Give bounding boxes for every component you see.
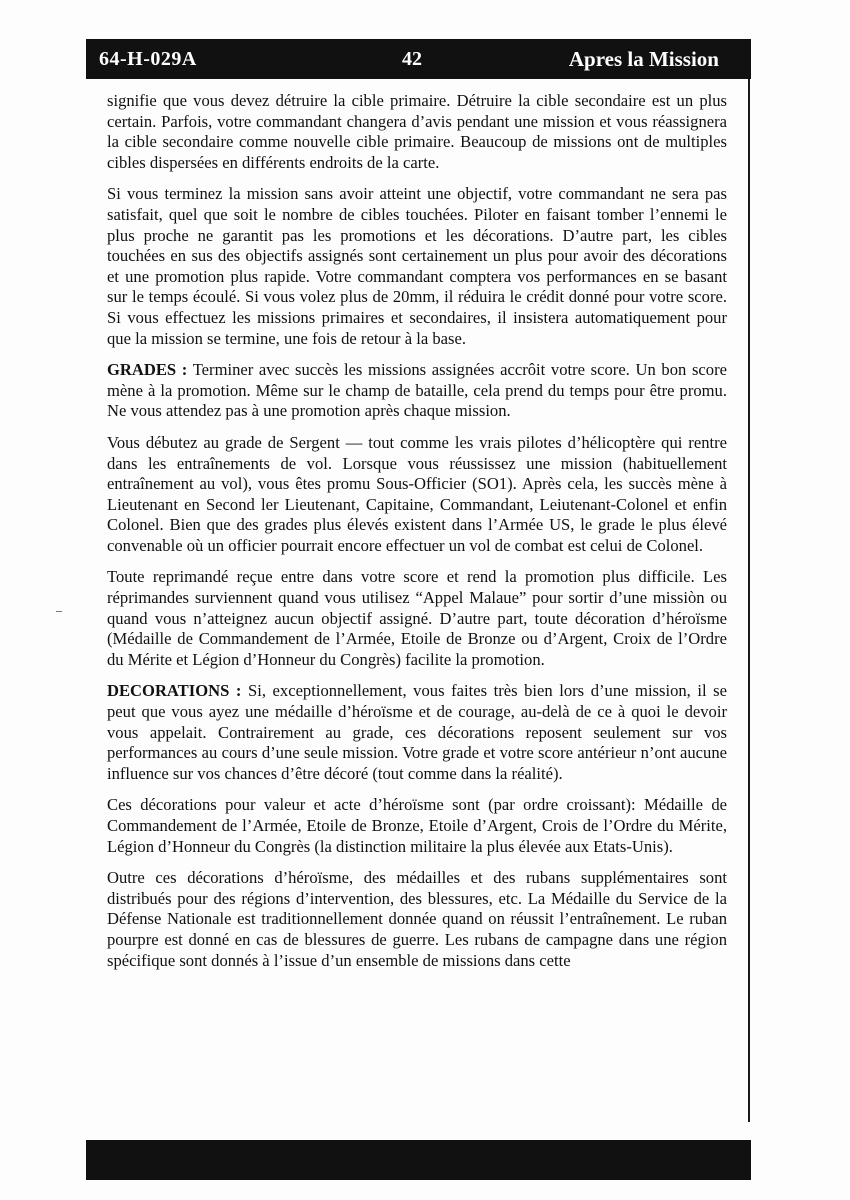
section-title: Apres la Mission	[568, 47, 719, 71]
body-text	[107, 91, 727, 982]
paragraph-text: Si, exceptionnellement, vous faites très bien lors d’une mission, il se peut que vous ayez une médaille d’héroïsme et de courage, au-delà de ce à quoi le devoir vous appelait. Contrairement au grade, ces décorations reposent seulement sur vos performances au cours d’une seule mission. Votre grade et votre score antérieur n’ont aucune influence sur vos chances d’être décoré (tout comme dans la réalité).	[107, 681, 728, 783]
paragraph-text: Toute reprimandé reçue entre dans votre score et rend la promotion plus difficile. Les réprimandes surviennent quand vous utilisez “Appel Malaue” pour sortir d’une missiòn ou quand vous n’atteignez aucun objectif assigné. D’autre part, toute décoration d’héroïsme (Médaille de Commandement de l’Armée, Etoile de Bronze ou d’Argent, Croix de l’Ordre du Mérite et Légion d’Honneur du Congrès) facilite la promotion.	[107, 567, 727, 669]
paragraph-reprimands	[107, 567, 727, 670]
paragraph-decoration-order	[107, 795, 727, 857]
page-header	[86, 39, 751, 79]
grades-heading: GRADES :	[107, 360, 188, 380]
paragraph-ribbons	[107, 868, 727, 971]
paragraph-text: Outre ces décorations d’héroïsme, des médailles et des rubans supplémentaires sont distribués pour des régions d’intervention, des blessures, etc. La Médaille du Service de la Défense Nationale est traditionnellement donnée quand on réussit l’entraînement. Le ruban pourpre est donné en cas de blessures de guerre. Les rubans de campagne dans une région spécifique sont donnés à l’issue d’un ensemble de missions dans cette	[107, 868, 727, 970]
paragraph-text: Si vous terminez la mission sans avoir atteint une objectif, votre commandant ne sera pas satisfait, quel que soit le nombre de cibles touchées. Piloter en faisant tomber l’ennemi le plus proche ne garantit pas les promotions et les décorations. D’autre part, les cibles touchées en sus des objectifs assignés sont certainement un plus pour avoir des décorations et une promotion plus rapide. Votre commandant comptera vos performances en se basant sur le temps écoulé. Si vous volez plus de 20mm, il réduira le crédit donné pour votre score. Si vous effectuez les missions primaires et secondaires, il insistera automatiquement pour que la mission se termine, une fois de retour à la base.	[107, 184, 727, 348]
page-number: 42	[402, 48, 422, 70]
document-code: 64-H-029A	[99, 48, 197, 70]
margin-rule	[748, 79, 750, 1122]
scan-artifact	[56, 611, 62, 612]
paragraph-text: Ces décorations pour valeur et acte d’héroïsme sont (par ordre croissant): Médaille de Commandement de l’Armée, Etoile de Bronze, Etoile d’Argent, Crois de l’Ordre du Mérite, Légion d’Honneur du Congrès (la distinction militaire la plus élevée aux Etats-Unis).	[107, 795, 727, 856]
paragraph-text: Vous débutez au grade de Sergent — tout comme les vrais pilotes d’hélicoptère qui rentre dans les entraînements de vol. Lorsque vous réussissez une mission (habituellement entraînement au vol), vous êtes promu Sous-Officier (SO1). Après cela, les succès mène à Lieutenant en Second ler Lieutenant, Capitaine, Commandant, Leiutenant-Colonel et enfin Colonel. Bien que des grades plus élevés existent dans l’Armée US, le grade le plus élevé convenable où un officier pourrait encore effectuer un vol de combat est celui de Colonel.	[107, 432, 727, 555]
paragraph-target-continuation	[107, 91, 727, 173]
paragraph-decorations	[107, 681, 727, 784]
page-footer	[86, 1140, 751, 1180]
paragraph-text: Terminer avec succès les missions assignées accrôit votre score. Un bon score mène à la promotion. Même sur le champ de bataille, cela prend du temps pour être promu. Ne vous attendez pas à une promotion après chaque mission.	[107, 360, 727, 421]
paragraph-incomplete-mission	[107, 184, 727, 349]
paragraph-grades	[107, 360, 727, 422]
paragraph-text: signifie que vous devez détruire la cible primaire. Détruire la cible secondaire est un plus certain. Parfois, votre commandant changera d’avis pendant une mission et vous réassignera la cible secondaire comme nouvelle cible primaire. Beaucoup de missions ont de multiples cibles dispersées en différents endroits de la carte.	[107, 91, 727, 172]
paragraph-ranks	[107, 433, 727, 557]
decorations-heading: DECORATIONS :	[107, 681, 242, 701]
